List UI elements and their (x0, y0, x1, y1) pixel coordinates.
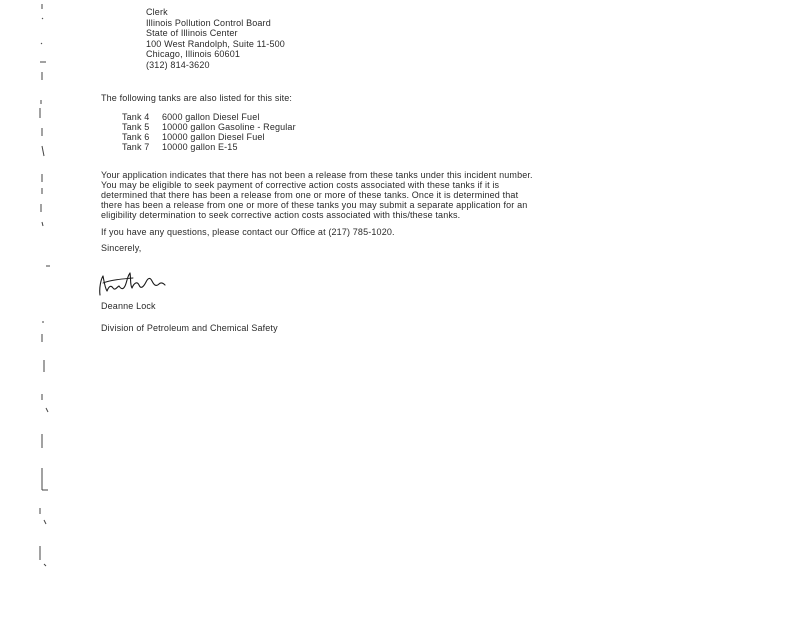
tank-row (122, 132, 296, 142)
tank-description: 10000 gallon Gasoline - Regular (162, 122, 296, 132)
tank-label: Tank 6 (122, 132, 150, 142)
tank-label: Tank 5 (122, 122, 150, 132)
body-line: there has been a release from one or more of these tanks you may submit a separate application for an (101, 200, 528, 210)
tank-row (122, 122, 296, 132)
tanks-intro: The following tanks are also listed for this site: (101, 93, 293, 103)
tank-description: 10000 gallon Diesel Fuel (162, 132, 265, 142)
division-name: Division of Petroleum and Chemical Safety (101, 323, 278, 333)
address-line: (312) 814-3620 (146, 59, 210, 70)
body-line: determined that there has been a release from one or more of these tanks. Once it is determined that (101, 190, 519, 200)
tank-description: 10000 gallon E-15 (162, 142, 238, 152)
tank-list (122, 112, 296, 152)
contact-line: If you have any questions, please contact our Office at (217) 785-1020. (101, 227, 395, 237)
address-line: 100 West Randolph, Suite 11-500 (146, 38, 285, 49)
signature-image (97, 268, 169, 298)
address-line: Clerk (146, 7, 168, 17)
scan-edge-marks (0, 0, 60, 618)
signer-name: Deanne Lock (101, 301, 156, 311)
tank-row (122, 112, 296, 122)
tank-row (122, 142, 296, 152)
body-line: Your application indicates that there has not been a release from these tanks under this incident number. (101, 170, 533, 180)
body-line: eligibility determination to seek corrective action costs associated with this/these tanks. (101, 210, 461, 220)
address-line: Chicago, Illinois 60601 (146, 49, 241, 59)
body-line: You may be eligible to seek payment of corrective action costs associated with these tanks if it is (101, 180, 500, 190)
address-line: State of Illinois Center (146, 28, 238, 38)
tank-description: 6000 gallon Diesel Fuel (162, 112, 260, 122)
tank-label: Tank 7 (122, 142, 150, 152)
body-paragraph (101, 170, 546, 220)
closing: Sincerely, (101, 243, 142, 253)
address-line: Illinois Pollution Control Board (146, 17, 271, 28)
tank-label: Tank 4 (122, 112, 150, 122)
recipient-address (146, 7, 285, 70)
